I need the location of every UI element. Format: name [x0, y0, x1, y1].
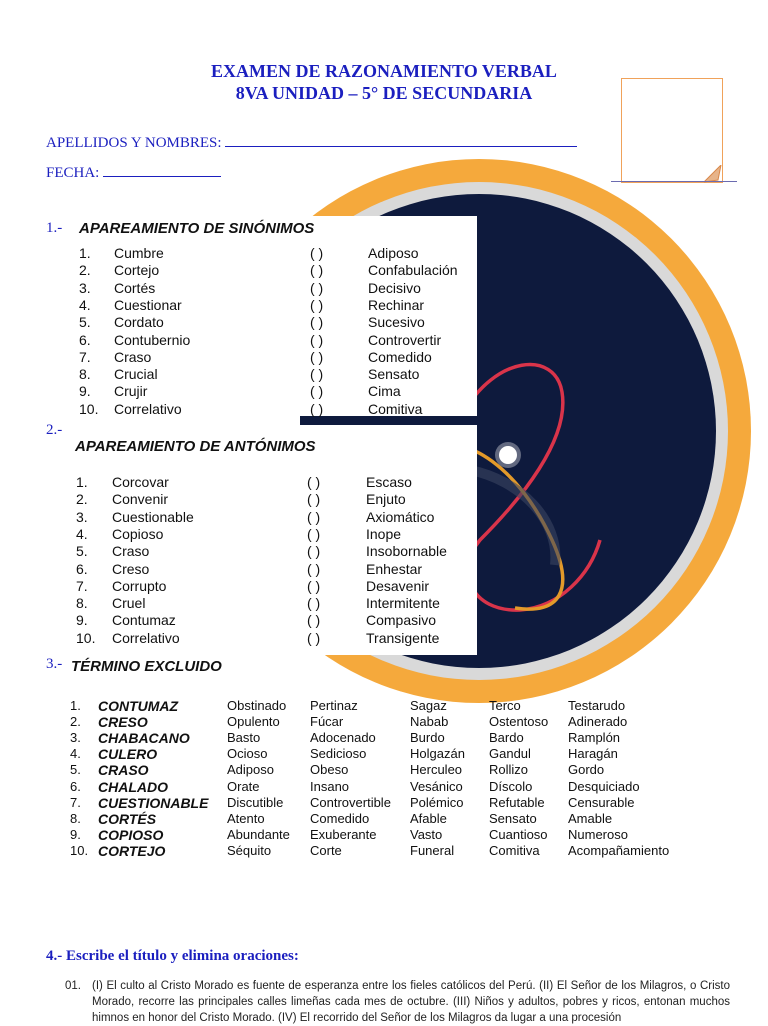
row-option: Rechinar [368, 296, 425, 313]
row-number: 7. [76, 577, 88, 594]
term-option[interactable]: Discutible [227, 794, 284, 810]
section-1-title: APAREAMIENTO DE SINÓNIMOS [79, 220, 315, 237]
answer-blank[interactable]: ( ) [310, 314, 324, 331]
term-option[interactable]: Acompañamiento [568, 842, 670, 858]
term-option[interactable]: Haragán [568, 746, 618, 762]
row-number: 10. [70, 842, 89, 858]
date-label: FECHA: [46, 165, 100, 181]
term-option[interactable]: Sensato [489, 810, 537, 826]
row-number: 10. [79, 400, 99, 417]
row-word: Correlativo [114, 400, 182, 417]
term-option[interactable]: Terco [489, 698, 521, 713]
star-core [499, 446, 517, 464]
date-field[interactable] [46, 162, 221, 182]
row-number: 10. [76, 629, 96, 646]
answer-blank[interactable]: ( ) [307, 525, 321, 542]
term-option[interactable]: Gandul [489, 746, 531, 762]
row-option: Compasivo [366, 612, 437, 629]
answer-blank[interactable]: ( ) [310, 400, 324, 417]
row-option: Comitiva [368, 400, 423, 417]
term-option[interactable]: Adiposo [227, 762, 274, 778]
row-number: 3. [76, 508, 88, 525]
row-option: Intermitente [366, 595, 440, 612]
answer-blank[interactable]: ( ) [310, 279, 324, 296]
term-option[interactable]: Ostentoso [489, 714, 549, 730]
answer-blank[interactable]: ( ) [307, 543, 321, 560]
term-option[interactable]: Nabab [410, 714, 449, 730]
term-option[interactable]: Numeroso [568, 826, 628, 842]
term-option[interactable]: Exuberante [310, 826, 377, 842]
row-number: 4. [70, 746, 81, 762]
term-option[interactable]: Obeso [310, 762, 349, 778]
name-label: APELLIDOS Y NOMBRES: [46, 135, 222, 151]
term-option[interactable]: Adocenado [310, 730, 376, 746]
section-1-number: 1.- [46, 220, 63, 236]
row-number: 4. [79, 296, 91, 313]
row-word: Contubernio [114, 331, 191, 348]
row-word: Creso [112, 560, 150, 577]
row-word: Copioso [112, 525, 164, 542]
keyword: CORTÉS [98, 810, 157, 827]
term-option[interactable]: Controvertible [310, 794, 391, 810]
row-option: Escaso [366, 474, 412, 490]
row-number: 4. [76, 525, 88, 542]
row-number: 3. [70, 730, 81, 746]
term-option[interactable]: Rollizo [489, 762, 529, 778]
row-option: Transigente [366, 629, 440, 646]
row-word: Crucial [114, 366, 158, 383]
answer-blank[interactable]: ( ) [307, 560, 321, 577]
section-4-item [65, 978, 730, 1026]
term-option[interactable]: Basto [227, 730, 261, 746]
term-option[interactable]: Insano [310, 778, 350, 794]
term-option[interactable]: Vesánico [410, 778, 463, 794]
keyword: CONTUMAZ [98, 698, 179, 714]
section-4-title: 4.- Escribe el título y elimina oraciones: [46, 948, 299, 964]
term-option[interactable]: Abundante [227, 826, 290, 842]
term-option[interactable]: Adinerado [568, 714, 628, 730]
term-option[interactable]: Holgazán [410, 746, 465, 762]
term-option[interactable]: Burdo [410, 730, 445, 746]
row-option: Adiposo [368, 245, 419, 261]
row-number: 6. [76, 560, 88, 577]
term-option[interactable]: Herculeo [410, 762, 463, 778]
row-number: 8. [76, 595, 88, 612]
section-3-title: TÉRMINO EXCLUIDO [71, 658, 222, 675]
term-option[interactable]: Censurable [568, 794, 635, 810]
answer-blank[interactable]: ( ) [310, 296, 324, 313]
name-field[interactable] [46, 132, 577, 152]
row-option: Confabulación [368, 262, 458, 279]
answer-blank[interactable]: ( ) [310, 262, 324, 279]
item-number: 01. [65, 980, 81, 992]
keyword: CHALADO [98, 778, 168, 795]
item-text: (I) El culto al Cristo Morado es fuente de esperanza entre los fieles católicos del Perú. (II) El Señor de los Milagros, o Cristo Morado, recorre las principales calles limeñas cada mes de octubre. (III) Niños y adultos, pobres y ricos, entonan muchos himnos en honor del Cristo Morado. (IV) El recorrido del Señor de los Milagros da lugar a una procesión [92, 980, 730, 1024]
row-option: Insobornable [366, 543, 447, 560]
term-option[interactable]: Comitiva [489, 842, 540, 858]
row-word: Cortés [114, 279, 156, 296]
answer-blank[interactable]: ( ) [307, 474, 321, 490]
term-option[interactable]: Séquito [227, 842, 272, 858]
row-number: 6. [79, 331, 91, 348]
row-word: Crujir [114, 383, 148, 400]
row-word: Contumaz [112, 612, 176, 629]
row-number: 9. [70, 826, 81, 842]
answer-blank[interactable]: ( ) [310, 245, 324, 261]
row-word: Cruel [112, 595, 146, 612]
title-line-2: 8VA UNIDAD – 5° DE SECUNDARIA [235, 83, 533, 103]
term-option[interactable]: Orate [227, 778, 260, 794]
keyword: COPIOSO [98, 826, 164, 843]
answer-blank[interactable]: ( ) [310, 383, 324, 400]
row-option: Controvertir [368, 331, 442, 348]
term-option[interactable]: Testarudo [568, 698, 626, 713]
row-word: Convenir [112, 491, 169, 508]
row-number: 2. [79, 262, 91, 279]
row-word: Cuestionar [114, 296, 182, 313]
row-option: Sensato [368, 366, 420, 383]
keyword: CRESO [98, 714, 148, 731]
answer-blank[interactable]: ( ) [310, 366, 324, 383]
title-line-1: EXAMEN DE RAZONAMIENTO VERBAL [211, 61, 557, 81]
row-word: Craso [114, 348, 152, 365]
term-option[interactable]: Sedicioso [310, 746, 367, 762]
row-word: Correlativo [112, 629, 180, 646]
answer-blank[interactable]: ( ) [307, 595, 321, 612]
term-option[interactable]: Afable [410, 810, 447, 826]
row-number: 7. [70, 794, 81, 810]
section-2-number: 2.- [46, 422, 63, 438]
term-option[interactable]: Gordo [568, 762, 605, 778]
term-option[interactable]: Díscolo [489, 778, 533, 794]
row-option: Desavenir [366, 577, 430, 594]
row-number: 9. [76, 612, 88, 629]
term-option[interactable]: Sagaz [410, 698, 447, 713]
answer-blank[interactable]: ( ) [310, 331, 324, 348]
keyword: CRASO [98, 762, 149, 779]
keyword: CORTEJO [98, 842, 166, 859]
row-number: 5. [76, 543, 88, 560]
date-underline[interactable] [103, 162, 221, 177]
row-number: 6. [70, 778, 81, 794]
row-number: 1. [70, 698, 81, 713]
row-option: Decisivo [368, 279, 421, 296]
row-option: Axiomático [366, 508, 435, 525]
row-number: 2. [70, 714, 81, 730]
term-option[interactable]: Amable [568, 810, 613, 826]
answer-blank[interactable]: ( ) [307, 508, 321, 525]
section-3-number: 3.- [46, 656, 63, 672]
row-option: Cima [368, 383, 401, 400]
row-number: 9. [79, 383, 91, 400]
row-number: 3. [79, 279, 91, 296]
row-word: Cordato [114, 314, 164, 331]
name-underline[interactable] [225, 132, 577, 147]
term-option[interactable]: Ramplón [568, 730, 621, 746]
term-option[interactable]: Opulento [227, 714, 280, 730]
term-option[interactable]: Funeral [410, 842, 455, 858]
term-option[interactable]: Pertinaz [310, 698, 358, 713]
row-number: 2. [76, 491, 88, 508]
row-option: Comedido [368, 348, 432, 365]
keyword: CULERO [98, 746, 158, 763]
term-option[interactable]: Vasto [410, 826, 443, 842]
row-word: Corcovar [112, 474, 169, 490]
answer-blank[interactable]: ( ) [307, 577, 321, 594]
row-word: Craso [112, 543, 150, 560]
row-number: 1. [79, 245, 91, 261]
row-number: 8. [70, 810, 81, 826]
term-option[interactable]: Fúcar [310, 714, 344, 730]
term-option[interactable]: Cuantioso [489, 826, 548, 842]
term-option[interactable]: Comedido [310, 810, 370, 826]
keyword: CHABACANO [98, 730, 190, 747]
keyword: CUESTIONABLE [98, 794, 209, 811]
term-option[interactable]: Ocioso [227, 746, 268, 762]
row-word: Cumbre [114, 245, 164, 261]
answer-blank[interactable]: ( ) [307, 629, 321, 646]
row-number: 5. [70, 762, 81, 778]
answer-blank[interactable]: ( ) [307, 491, 321, 508]
row-word: Corrupto [112, 577, 167, 594]
row-option: Enhestar [366, 560, 423, 577]
answer-blank[interactable]: ( ) [307, 612, 321, 629]
row-number: 1. [76, 474, 88, 490]
section-2-title: APAREAMIENTO DE ANTÓNIMOS [75, 438, 316, 455]
term-option[interactable]: Polémico [410, 794, 464, 810]
row-option: Sucesivo [368, 314, 425, 331]
row-word: Cortejo [114, 262, 160, 279]
row-word: Cuestionable [112, 508, 194, 525]
answer-blank[interactable]: ( ) [310, 348, 324, 365]
row-number: 5. [79, 314, 91, 331]
term-option[interactable]: Desquiciado [568, 778, 640, 794]
row-option: Enjuto [366, 491, 406, 508]
term-option[interactable]: Atento [227, 810, 265, 826]
row-option: Inope [366, 525, 402, 542]
term-option[interactable]: Obstinado [227, 698, 287, 713]
term-option[interactable]: Bardo [489, 730, 524, 746]
photo-baseline [611, 181, 737, 182]
term-option[interactable]: Refutable [489, 794, 545, 810]
row-number: 8. [79, 366, 91, 383]
row-number: 7. [79, 348, 91, 365]
term-option[interactable]: Corte [310, 842, 342, 858]
